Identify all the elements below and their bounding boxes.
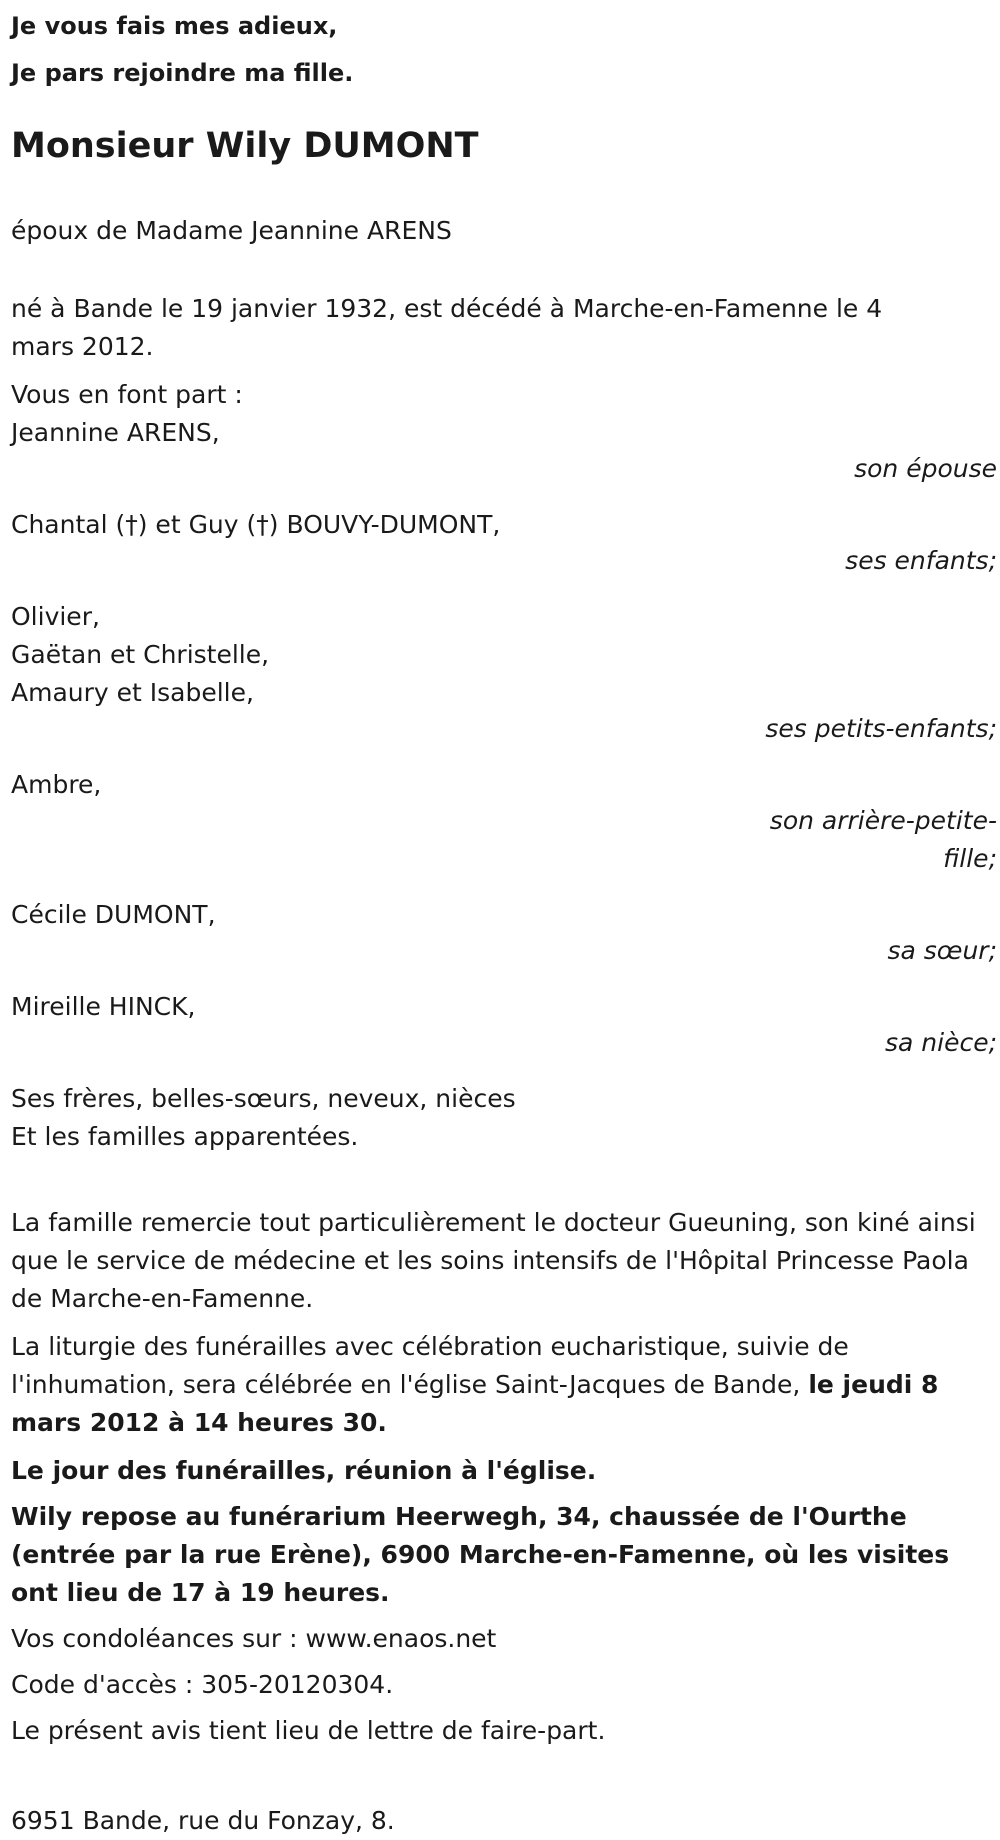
family-name: Gaëtan et Christelle, bbox=[11, 640, 270, 669]
family-entry bbox=[11, 598, 1000, 748]
funeral-home-paragraph: Wily repose au funérarium Heerwegh, 34, chaussée de l'Ourthe (entrée par la rue Erène), 6900 Marche-en-Famenne, où les visites ont lieu de 17 à 19 heures. bbox=[11, 1502, 950, 1607]
address-line: 6951 Bande, rue du Fonzay, 8. bbox=[11, 1806, 395, 1835]
family-entry bbox=[11, 988, 1000, 1062]
liturgy-date: le jeudi 8 mars 2012 à 14 heures 30. bbox=[11, 1370, 939, 1437]
liturgy-text: La liturgie des funérailles avec célébration eucharistique, suivie de l'inhumation, sera célébrée en l'église Saint-Jacques de Bande, bbox=[11, 1332, 849, 1399]
condolences-line: Vos condoléances sur : www.enaos.net bbox=[11, 1624, 497, 1653]
family-entry bbox=[11, 766, 1000, 878]
family-role: ses enfants; bbox=[845, 546, 997, 575]
spouse-line: époux de Madame Jeannine ARENS bbox=[11, 216, 452, 245]
birth-death-line: né à Bande le 19 janvier 1932, est décédé à Marche-en-Famenne le 4 mars 2012. bbox=[11, 294, 883, 361]
deceased-name: Monsieur Wily DUMONT bbox=[11, 126, 479, 166]
intro-line-1: Je vous fais mes adieux, bbox=[11, 12, 338, 40]
intro-line-2: Je pars rejoindre ma fille. bbox=[11, 59, 354, 87]
family-role: son épouse bbox=[854, 454, 997, 483]
family-entry bbox=[11, 506, 1000, 580]
others-line: Et les familles apparentées. bbox=[11, 1122, 359, 1151]
family-name: Olivier, bbox=[11, 602, 100, 631]
family-name: Jeannine ARENS, bbox=[11, 418, 220, 447]
meeting-line: Le jour des funérailles, réunion à l'église. bbox=[11, 1456, 597, 1485]
family-name: Cécile DUMONT, bbox=[11, 900, 216, 929]
family-entry bbox=[11, 896, 1000, 970]
thanks-paragraph: La famille remercie tout particulièrement le docteur Gueuning, son kiné ainsi que le service de médecine et les soins intensifs de l'Hôpital Princesse Paola de Marche-en-Famenne. bbox=[11, 1208, 976, 1313]
family-entry bbox=[11, 414, 1000, 488]
family-role: sa nièce; bbox=[884, 1028, 997, 1057]
family-role: son arrière-petite-fille; bbox=[769, 806, 997, 873]
access-code-line: Code d'accès : 305-20120304. bbox=[11, 1670, 394, 1699]
notice-line: Le présent avis tient lieu de lettre de faire-part. bbox=[11, 1716, 606, 1745]
family-role: sa sœur; bbox=[887, 936, 997, 965]
liturgy-paragraph bbox=[11, 1328, 996, 1442]
family-name: Amaury et Isabelle, bbox=[11, 678, 254, 707]
family-name: Chantal (†) et Guy (†) BOUVY-DUMONT, bbox=[11, 510, 501, 539]
announce-line: Vous en font part : bbox=[11, 380, 243, 409]
family-name: Mireille HINCK, bbox=[11, 992, 196, 1021]
other-relatives bbox=[11, 1080, 990, 1156]
others-line: Ses frères, belles-sœurs, neveux, nièces bbox=[11, 1084, 516, 1113]
family-role: ses petits-enfants; bbox=[765, 714, 997, 743]
family-name: Ambre, bbox=[11, 770, 102, 799]
